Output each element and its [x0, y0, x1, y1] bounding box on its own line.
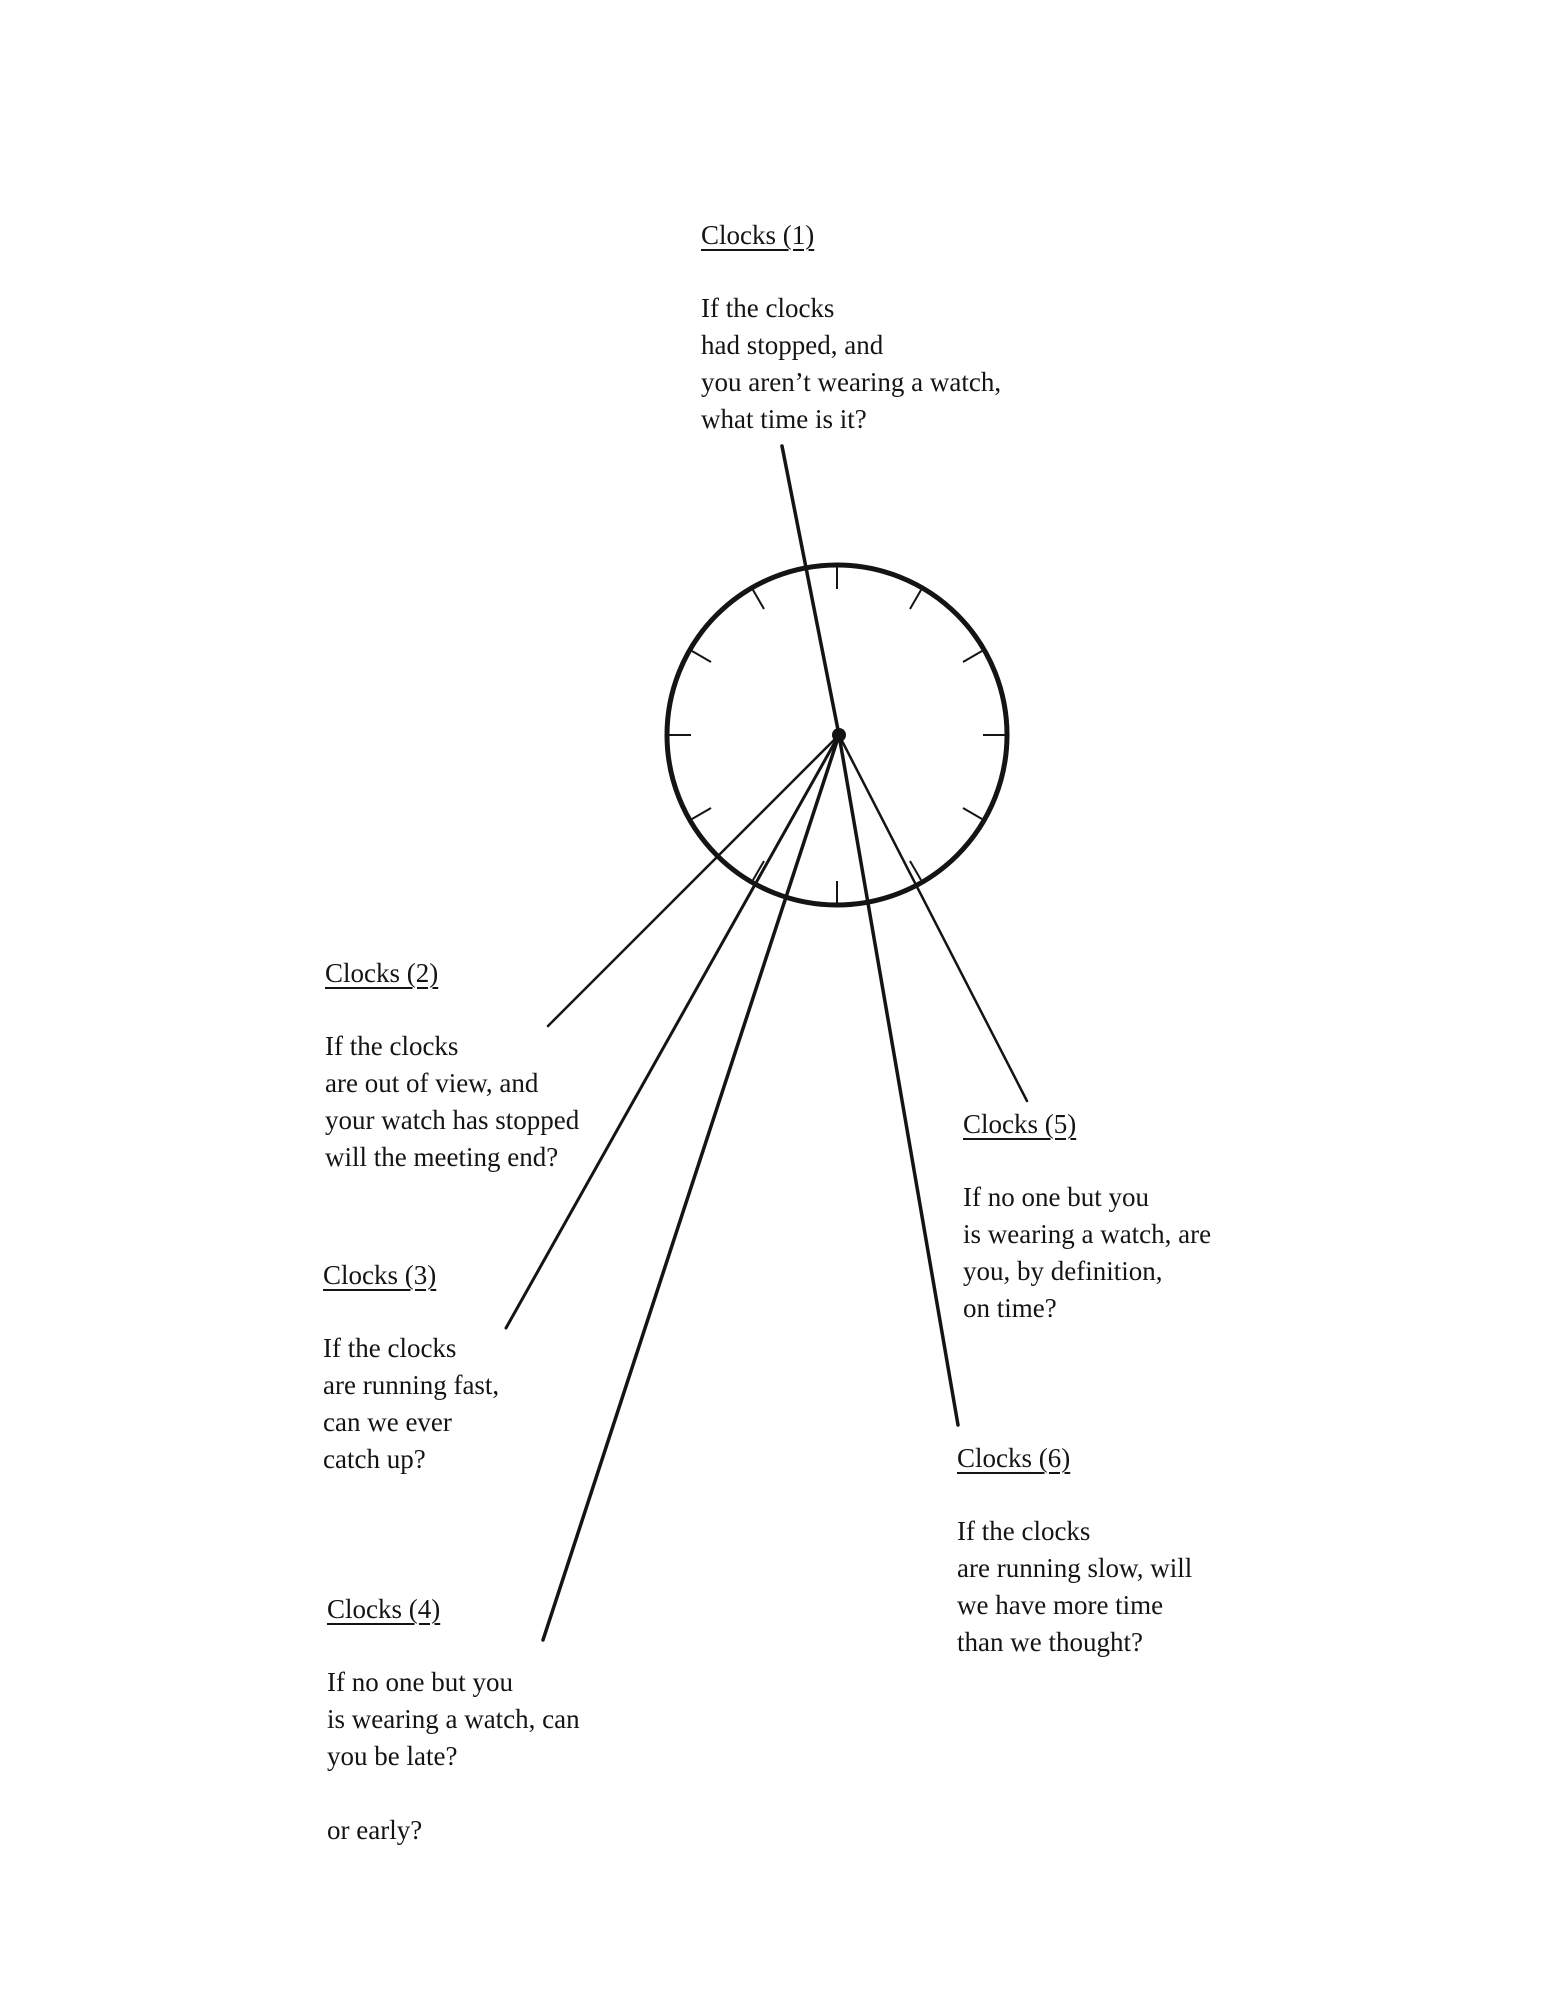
clock-tick: [692, 808, 711, 819]
poem-clocks-2: [325, 955, 579, 1176]
clock-tick: [910, 590, 921, 609]
poem-title: Clocks (3): [323, 1260, 437, 1290]
poem-line: If the clocks: [701, 293, 835, 323]
poem-clocks-3: [323, 1257, 499, 1478]
poem-line: what time is it?: [701, 404, 867, 434]
poem-line: If no one but you: [327, 1667, 513, 1697]
poem-title: Clocks (2): [325, 958, 439, 988]
poem-line: you be late?: [327, 1741, 458, 1771]
clock-tick: [963, 808, 982, 819]
poem-line: your watch has stopped: [325, 1105, 580, 1135]
clock-tick: [753, 590, 764, 609]
poem-title: Clocks (1): [701, 220, 815, 250]
poem-title: Clocks (5): [963, 1109, 1077, 1139]
clock-face-icon: [506, 446, 1027, 1640]
poem-line: are running slow, will: [957, 1553, 1193, 1583]
poem-line: you aren’t wearing a watch,: [701, 367, 1002, 397]
poem-clocks-1: [701, 217, 1001, 438]
poem-title: Clocks (4): [327, 1594, 441, 1624]
poem-line: can we ever: [323, 1407, 452, 1437]
poem-line: is wearing a watch, are: [963, 1219, 1212, 1249]
poem-line: than we thought?: [957, 1627, 1143, 1657]
poem-line: If the clocks: [325, 1031, 459, 1061]
poem-line: is wearing a watch, can: [327, 1704, 580, 1734]
poem-coda: or early?: [327, 1815, 423, 1845]
clock-tick: [963, 651, 982, 662]
poem-line: you, by definition,: [963, 1256, 1163, 1286]
poem-clocks-4: [327, 1591, 580, 1849]
clock-center-pin: [832, 728, 846, 742]
hand-to-clocks-2: [548, 735, 839, 1026]
poem-clocks-5: [963, 1106, 1211, 1327]
poem-line: If no one but you: [963, 1182, 1149, 1212]
poem-line: are running fast,: [323, 1370, 500, 1400]
clock-hands: [506, 446, 1027, 1640]
poem-line: had stopped, and: [701, 330, 884, 360]
poem-line: If the clocks: [323, 1333, 457, 1363]
clock-tick: [692, 651, 711, 662]
hand-to-clocks-1: [782, 446, 839, 735]
poem-line: we have more time: [957, 1590, 1164, 1620]
poem-title: Clocks (6): [957, 1443, 1071, 1473]
hand-to-clocks-4: [543, 735, 839, 1640]
poem-line: will the meeting end?: [325, 1142, 559, 1172]
poem-clocks-6: [957, 1440, 1192, 1661]
poem-line: are out of view, and: [325, 1068, 539, 1098]
poem-line: catch up?: [323, 1444, 426, 1474]
hand-to-clocks-6: [839, 735, 958, 1425]
poem-line: on time?: [963, 1293, 1057, 1323]
poem-line: If the clocks: [957, 1516, 1091, 1546]
